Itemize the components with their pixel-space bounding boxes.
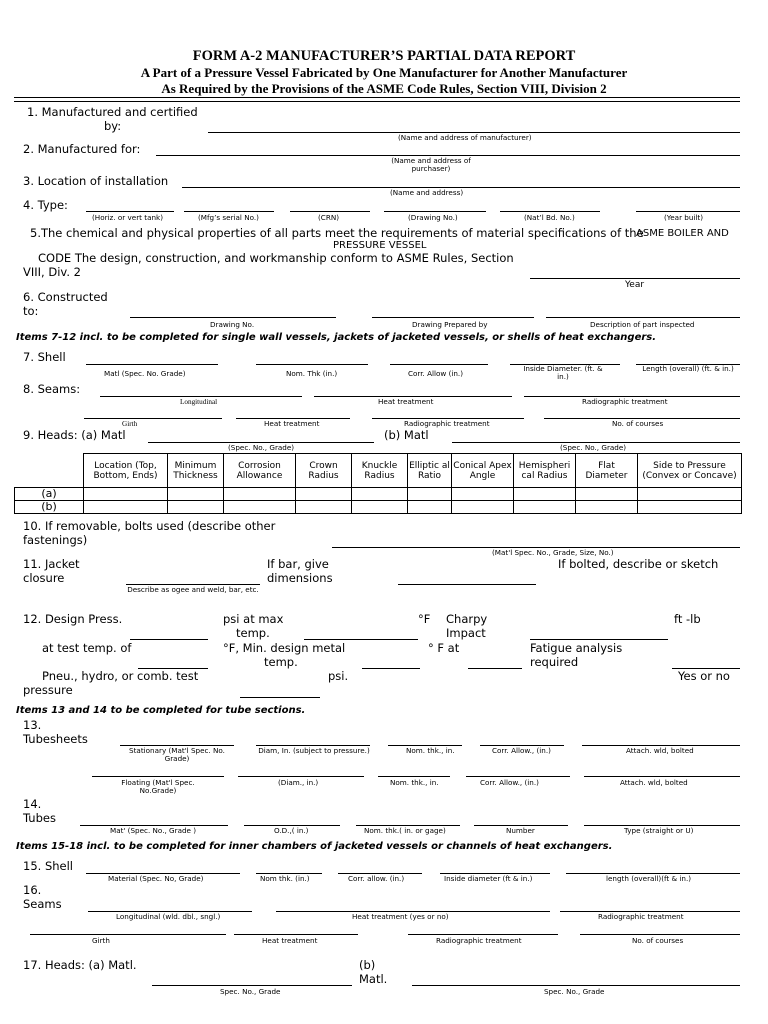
field-7-caption: Corr. Allow (in.)	[408, 369, 464, 378]
field-6-caption: Drawing No.	[210, 320, 255, 329]
shell-thk-line[interactable]	[256, 364, 368, 365]
table-cell[interactable]	[224, 501, 296, 514]
field-10-label: 10. If removable, bolts used (describe other	[23, 519, 276, 533]
field-4-caption: (Drawing No.)	[408, 213, 458, 222]
field-14-caption: O.D.,( in.)	[274, 826, 309, 835]
field-13-caption: Nom. thk., in.	[390, 778, 439, 787]
field-12-ftlb: ft -lb	[674, 612, 701, 626]
field-14-caption: Nom. thk.( in. or gage)	[364, 826, 446, 835]
field-7-label: 7. Shell	[23, 350, 66, 364]
field-13-caption: (Diam., in.)	[278, 778, 319, 787]
field-8-caption: Heat treatment	[378, 397, 434, 406]
table-cell[interactable]	[514, 501, 576, 514]
field-2-caption: (Name and address of purchaser)	[391, 156, 471, 173]
field-8-caption: Longitudinal	[180, 398, 218, 406]
column-header: Conical Apex Angle	[452, 454, 514, 488]
table-cell[interactable]	[84, 488, 168, 501]
field-16-label-b: Seams	[23, 897, 62, 911]
girth-line[interactable]	[84, 418, 222, 419]
table-cell[interactable]	[452, 488, 514, 501]
f-at-line[interactable]	[468, 668, 522, 669]
field-12-fatigue-b: required	[530, 655, 579, 669]
constructed-drawing-line[interactable]	[130, 317, 336, 318]
field-16-caption: Radiographic treatment	[598, 912, 684, 921]
field-9-caption: (Spec. No., Grade)	[560, 443, 627, 452]
natl-bd-line[interactable]	[500, 211, 600, 212]
table-cell[interactable]	[296, 501, 352, 514]
field-7-caption: Matl (Spec. No. Grade)	[104, 369, 186, 378]
charpy-line[interactable]	[530, 639, 668, 640]
type-line[interactable]	[86, 211, 174, 212]
column-header: Hemispheri cal Radius	[514, 454, 576, 488]
field-16-caption: No. of courses	[632, 936, 684, 945]
section-heading: Items 7-12 incl. to be completed for single wall vessels, jackets of jacketed vessels, or shells of heat exchangers.	[16, 332, 657, 343]
field-12-pneu-b: pressure	[23, 683, 73, 697]
field-10-caption: (Mat'l Spec. No., Grade, Size, No.)	[492, 548, 614, 557]
field-14-label: 14.	[23, 797, 42, 811]
field-14-caption: Number	[506, 826, 535, 835]
field-16-caption: Girth	[92, 936, 110, 945]
table-corner	[15, 454, 84, 488]
table-cell[interactable]	[352, 488, 408, 501]
field-11-caption: Describe as ogee and weld, bar, etc.	[127, 585, 259, 594]
inner-girth-radio-line[interactable]	[408, 934, 558, 935]
field-3-caption: (Name and address)	[390, 188, 464, 197]
field-5-text-4: VIII, Div. 2	[23, 265, 81, 279]
field-16-caption: Heat treatment (yes or no)	[352, 912, 449, 921]
field-17-caption: Spec. No., Grade	[544, 987, 605, 996]
field-12-min-design: °F, Min. design metal	[223, 641, 346, 655]
floating-thk-line[interactable]	[378, 776, 450, 777]
field-5-text-b: ASME BOILER AND	[636, 228, 729, 239]
field-3-label: 3. Location of installation	[23, 174, 169, 188]
field-10-label-b: fastenings)	[23, 533, 88, 547]
table-cell[interactable]	[514, 488, 576, 501]
field-13-caption: Corr. Allow., (in.)	[480, 778, 539, 787]
field-13-caption: Stationary (Mat'l Spec. No. Grade)	[129, 746, 225, 763]
table-cell[interactable]	[84, 501, 168, 514]
field-8-caption: Heat treatment	[264, 419, 320, 428]
field-6-caption: Drawing Prepared by	[412, 320, 488, 329]
field-12-yes-no: Yes or no	[678, 669, 730, 683]
header-rule-2	[14, 101, 740, 102]
field-16-caption: Heat treatment	[262, 936, 318, 945]
field-15-caption: length (overall)(ft & in.)	[606, 874, 692, 883]
column-header: Knuckle Radius	[352, 454, 408, 488]
inner-girth-heat-line[interactable]	[234, 934, 358, 935]
field-5-text-3: CODE The design, construction, and workmanship conform to ASME Rules, Section	[38, 251, 514, 265]
field-13-caption: Corr. Allow., (in.)	[492, 746, 551, 755]
table-header-row	[15, 454, 742, 488]
field-12-f-at: ° F at	[428, 641, 460, 655]
field-11-bolted: If bolted, describe or sketch	[558, 557, 719, 571]
bar-dimensions-line[interactable]	[398, 584, 536, 585]
field-13-caption: Floating (Mat'l Spec. No.Grade)	[121, 778, 195, 795]
field-11-label-b: closure	[23, 571, 65, 585]
field-6-label: 6. Constructed	[23, 290, 108, 304]
field-11-bar-label: If bar, give	[267, 557, 329, 571]
shell-corr-line[interactable]	[390, 364, 488, 365]
section-heading: Items 13 and 14 to be completed for tube sections.	[16, 705, 306, 716]
column-header: Elliptic al Ratio	[408, 454, 452, 488]
field-1-label-b: by:	[104, 119, 122, 133]
table-cell[interactable]	[452, 501, 514, 514]
field-1-label: 1. Manufactured and certified	[27, 105, 198, 119]
field-4-caption: (Nat’l Bd. No.)	[524, 213, 575, 222]
field-13-label: 13.	[23, 718, 42, 732]
field-12-min-design-b: temp.	[264, 655, 298, 669]
table-cell[interactable]	[224, 488, 296, 501]
field-16-label: 16.	[23, 883, 42, 897]
field-15-caption: Inside diameter (ft & in.)	[444, 874, 533, 883]
year-line[interactable]	[530, 278, 740, 279]
field-7-caption: Inside Diameter. (ft. & in.)	[523, 364, 603, 381]
year-built-line[interactable]	[636, 211, 740, 212]
field-6-label-b: to:	[23, 304, 39, 318]
field-4-label: 4. Type:	[23, 198, 68, 212]
table-cell[interactable]	[296, 488, 352, 501]
field-8-caption: Girth	[122, 420, 138, 428]
table-cell[interactable]	[576, 488, 638, 501]
field-17-label-b: (b)	[359, 958, 376, 972]
field-12-pneu: Pneu., hydro, or comb. test	[42, 669, 199, 683]
drawing-no-line[interactable]	[384, 211, 486, 212]
inner-head-b-line[interactable]	[412, 985, 740, 986]
floating-attach-line[interactable]	[584, 776, 740, 777]
table-row	[15, 488, 742, 501]
field-9-caption: (Spec. No., Grade)	[228, 443, 295, 452]
field-8-caption: No. of courses	[612, 419, 664, 428]
field-12-charpy: Charpy	[446, 612, 488, 626]
heads-table	[14, 453, 742, 514]
floating-diam-line[interactable]	[238, 776, 364, 777]
section-heading: Items 15-18 incl. to be completed for inner chambers of jacketed vessels or channels of heat exchangers.	[16, 841, 613, 852]
field-13-caption: Nom. thk., in.	[406, 746, 455, 755]
column-header: Corrosion Allowance	[224, 454, 296, 488]
min-design-temp-line[interactable]	[362, 668, 420, 669]
inner-head-a-line[interactable]	[152, 985, 352, 986]
seam-long-line[interactable]	[100, 396, 302, 397]
inner-girth-line[interactable]	[30, 934, 226, 935]
field-7-caption: Length (overall) (ft. & in.)	[642, 364, 734, 373]
column-header: Side to Pressure (Convex or Concave)	[638, 454, 742, 488]
field-13-label-b: Tubesheets	[23, 732, 88, 746]
inner-courses-line[interactable]	[580, 934, 740, 935]
field-13-caption: Diam, In. (subject to pressure.)	[258, 746, 370, 755]
table-cell[interactable]	[638, 488, 742, 501]
prepared-by-line[interactable]	[372, 317, 534, 318]
field-5-text-2: PRESSURE VESSEL	[333, 240, 427, 251]
crn-line[interactable]	[290, 211, 370, 212]
field-15-label: 15. Shell	[23, 859, 73, 873]
field-4-caption: (CRN)	[318, 213, 339, 222]
field-8-caption: Radiographic treatment	[582, 397, 668, 406]
field-15-caption: Nom thk. (in.)	[260, 874, 310, 883]
field-5-text: 5.The chemical and physical properties of all parts meet the requirements of material specifications of the	[30, 226, 644, 240]
field-6-caption: Description of part inspected	[590, 320, 695, 329]
field-12-test-temp: at test temp. of	[42, 641, 132, 655]
table-cell[interactable]	[408, 488, 452, 501]
serial-line[interactable]	[184, 211, 274, 212]
field-14-caption: Type (straight or U)	[624, 826, 694, 835]
form-title: FORM A-2 MANUFACTURER’S PARTIAL DATA REPORT	[192, 48, 576, 64]
floating-corr-line[interactable]	[466, 776, 570, 777]
field-12-psi-max-b: temp.	[236, 626, 270, 640]
field-9-label: 9. Heads: (a) Matl	[23, 428, 126, 442]
field-12-psi: psi.	[328, 669, 349, 683]
field-17-label: 17. Heads: (a) Matl.	[23, 958, 137, 972]
design-press-line[interactable]	[130, 639, 208, 640]
field-1-caption: (Name and address of manufacturer)	[398, 133, 532, 142]
field-12-charpy-b: Impact	[446, 626, 486, 640]
column-header: Flat Diameter	[576, 454, 638, 488]
field-9-label-b: (b) Matl	[384, 428, 429, 442]
field-12-degf: °F	[418, 612, 431, 626]
field-16-caption: Longitudinal (wld. dbl., sngl.)	[116, 912, 221, 921]
table-cell[interactable]	[168, 501, 224, 514]
field-11-bar-label-b: dimensions	[267, 571, 333, 585]
floating-line[interactable]	[92, 776, 224, 777]
form-subtitle-2: As Required by the Provisions of the ASME Code Rules, Section VIII, Division 2	[161, 81, 607, 96]
field-8-label: 8. Seams:	[23, 382, 81, 396]
field-7-caption: Nom. Thk (in.)	[286, 369, 338, 378]
field-13-caption: Attach. wld, bolted	[620, 778, 688, 787]
field-12-label: 12. Design Press.	[23, 612, 123, 626]
column-header: Location (Top, Bottom, Ends)	[84, 454, 168, 488]
column-header: Crown Radius	[296, 454, 352, 488]
table-cell[interactable]	[168, 488, 224, 501]
table-cell[interactable]	[638, 501, 742, 514]
row-label: (a)	[15, 488, 84, 501]
field-8-caption: Radiographic treatment	[404, 419, 490, 428]
header-rule	[14, 97, 740, 98]
field-17-caption: Spec. No., Grade	[220, 987, 281, 996]
form-subtitle: A Part of a Pressure Vessel Fabricated by One Manufacturer for Another Manufacturer	[140, 65, 628, 80]
max-temp-line[interactable]	[304, 639, 418, 640]
field-14-caption: Mat' (Spec. No., Grade )	[110, 826, 197, 835]
field-2-label: 2. Manufactured for:	[23, 142, 141, 156]
table-cell[interactable]	[352, 501, 408, 514]
test-pressure-line[interactable]	[240, 697, 320, 698]
field-17-label-b2: Matl.	[359, 972, 388, 986]
field-15-caption: Corr. allow. (in.)	[348, 874, 405, 883]
field-12-fatigue: Fatigue analysis	[530, 641, 623, 655]
field-4-caption: (Year built)	[664, 213, 704, 222]
column-header: Minimum Thickness	[168, 454, 224, 488]
field-4-caption: (Horiz. or vert tank)	[92, 213, 164, 222]
table-row	[15, 501, 742, 514]
part-inspected-line[interactable]	[546, 317, 740, 318]
field-4-caption: (Mfg’s serial No.)	[198, 213, 259, 222]
field-13-caption: Attach. wld, bolted	[626, 746, 694, 755]
field-16-caption: Radiographic treatment	[436, 936, 522, 945]
table-cell[interactable]	[576, 501, 638, 514]
year-caption: Year	[625, 280, 645, 290]
shell-matl-line[interactable]	[86, 364, 218, 365]
table-cell[interactable]	[408, 501, 452, 514]
row-label: (b)	[15, 501, 84, 514]
field-11-label: 11. Jacket	[23, 557, 80, 571]
field-12-psi-max: psi at max	[223, 612, 284, 626]
field-15-caption: Material (Spec. No, Grade)	[108, 874, 204, 883]
field-14-label-b: Tubes	[23, 811, 56, 825]
